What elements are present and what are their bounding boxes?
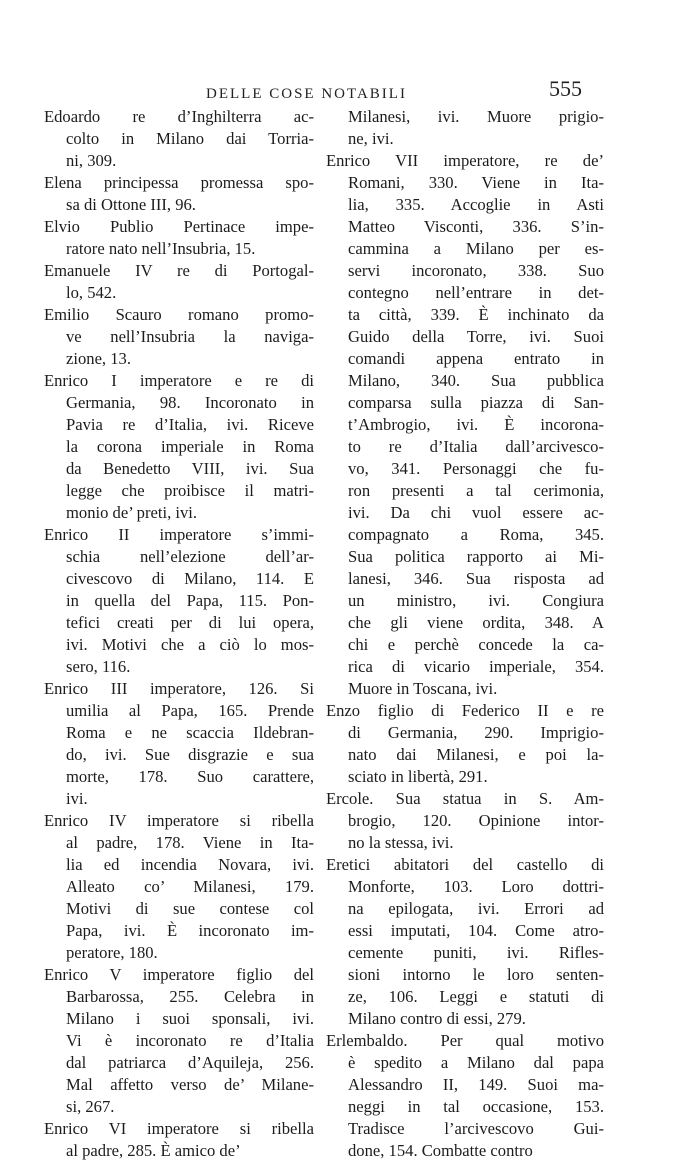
index-entry [44,106,314,172]
entry-line: Milano i suoi sponsali, ivi. [66,1009,314,1028]
entry-line: essi imputati, 104. Come atro- [348,921,604,940]
entry-line: monio de’ preti, ivi. [66,503,198,522]
entry-line: do, ivi. Sue disgrazie e sua [66,745,314,764]
entry-line: Milanesi, ivi. Muore prigio- [348,107,604,126]
entry-line: Enrico VI imperatore si ribella [44,1119,314,1138]
entry-line: cammina a Milano per es- [348,239,604,258]
running-header [140,76,590,104]
entry-line: vo, 341. Personaggi che fu- [348,459,604,478]
entry-line: colto in Milano dai Torria- [66,129,314,148]
entry-line: lia, 335. Accoglie in Asti [348,195,604,214]
right-column [326,106,604,1162]
index-entry [44,678,314,810]
entry-line: legge che proibisce il matri- [66,481,314,500]
entry-line: da Benedetto VIII, ivi. Sua [66,459,314,478]
entry-line: Enrico II imperatore s’immi- [44,525,314,544]
entry-line: Papa, ivi. È incoronato im- [66,921,314,940]
entry-line: tefici creati per di lui opera, [66,613,314,632]
entry-line: ivi. Motivi che a ciò lo mos- [66,635,314,654]
entry-line: ze, 106. Leggi e statuti di [348,987,604,1006]
entry-line: Monforte, 103. Loro dottri- [348,877,604,896]
entry-line: al padre, 178. Viene in Ita- [66,833,314,852]
entry-line: zione, 13. [66,349,131,368]
entry-line: Milano, 340. Sua pubblica [348,371,604,390]
entry-line: nato dai Milanesi, e poi la- [348,745,604,764]
entry-line: Enzo figlio di Federico II e re [326,701,604,720]
entry-line: ivi. [66,789,88,808]
entry-line: la corona imperiale in Roma [66,437,314,456]
entry-line: sero, 116. [66,657,131,676]
entry-line: cemente puniti, ivi. Rifles- [348,943,604,962]
entry-line: ni, 309. [66,151,117,170]
entry-line: Enrico VII imperatore, re de’ [326,151,604,170]
entry-line: lanesi, 346. Sua risposta ad [348,569,604,588]
entry-line: no la stessa, ivi. [348,833,454,852]
entry-line: ne, ivi. [348,129,394,148]
entry-line: compagnato a Roma, 345. [348,525,604,544]
entry-line: Motivi di sue contese col [66,899,314,918]
entry-line: Enrico I imperatore e re di [44,371,314,390]
entry-line: si, 267. [66,1097,115,1116]
index-entry [44,172,314,216]
entry-line: ivi. Da chi vuol essere ac- [348,503,604,522]
entry-line: to re d’Italia dall’arcivesco- [348,437,604,456]
entry-line: Vi è incoronato re d’Italia [66,1031,314,1050]
entry-line: Matteo Visconti, 336. S’in- [348,217,604,236]
left-column [44,106,314,1162]
entry-line: di Germania, 290. Imprigio- [348,723,604,742]
index-entry [44,370,314,524]
entry-line: peratore, 180. [66,943,158,962]
entry-line: Muore in Toscana, ivi. [348,679,498,698]
entry-line: Emilio Scauro romano promo- [44,305,314,324]
entry-line: lo, 542. [66,283,117,302]
entry-line: brogio, 120. Opinione intor- [348,811,604,830]
entry-line: Sua politica rapporto ai Mi- [348,547,604,566]
entry-line: Roma e ne scaccia Ildebran- [66,723,314,742]
entry-line: t’Ambrogio, ivi. È incorona- [348,415,604,434]
entry-line: che gli viene ordita, 348. A [348,613,604,632]
entry-line: contegno nell’entrare in det- [348,283,604,302]
entry-line: dal patriarca d’Aquileja, 256. [66,1053,314,1072]
entry-line: Eretici abitatori del castello di [326,855,604,874]
entry-line: Enrico IV imperatore si ribella [44,811,314,830]
entry-line: ta città, 339. È inchinato da [348,305,604,324]
entry-line: na epilogata, ivi. Errori ad [348,899,604,918]
entry-line: Erlembaldo. Per qual motivo [326,1031,604,1050]
entry-line: chi e perchè concede la ca- [348,635,604,654]
entry-line: Elvio Publio Pertinace impe- [44,217,314,236]
index-entry [326,1030,604,1162]
entry-line: comandi appena entrato in [348,349,604,368]
entry-line: sioni intorno le loro senten- [348,965,604,984]
index-entry [326,788,604,854]
entry-line: in quella del Papa, 115. Pon- [66,591,314,610]
entry-line: Alessandro II, 149. Suoi ma- [348,1075,604,1094]
index-entry [326,854,604,1030]
entry-line: sa di Ottone III, 96. [66,195,196,214]
entry-line: un ministro, ivi. Congiura [348,591,604,610]
index-entry [44,524,314,678]
entry-line: Pavia re d’Italia, ivi. Riceve [66,415,314,434]
entry-line: Emanuele IV re di Portogal- [44,261,314,280]
entry-line: Elena principessa promessa spo- [44,173,314,192]
entry-line: ron presenti a tal cerimonia, [348,481,604,500]
entry-line: è spedito a Milano dal papa [348,1053,604,1072]
entry-line: al padre, 285. È amico de’ [66,1141,241,1160]
index-entry [326,150,604,700]
entry-line: Barbarossa, 255. Celebra in [66,987,314,1006]
entry-line: Edoardo re d’Inghilterra ac- [44,107,314,126]
index-entry [44,260,314,304]
index-entry [326,106,604,150]
entry-line: Mal affetto verso de’ Milane- [66,1075,314,1094]
entry-line: done, 154. Combatte contro [348,1141,533,1160]
entry-line: Germania, 98. Incoronato in [66,393,314,412]
entry-line: ratore nato nell’Insubria, 15. [66,239,256,258]
entry-line: umilia al Papa, 165. Prende [66,701,314,720]
entry-line: servi incoronato, 338. Suo [348,261,604,280]
entry-line: morte, 178. Suo carattere, [66,767,314,786]
index-entry [44,964,314,1118]
entry-line: rica di vicario imperiale, 354. [348,657,604,676]
entry-line: sciato in libertà, 291. [348,767,488,786]
page-number: 555 [549,76,582,101]
entry-line: Romani, 330. Viene in Ita- [348,173,604,192]
index-entry [44,1118,314,1162]
index-entry [44,810,314,964]
entry-line: civescovo di Milano, 114. E [66,569,314,588]
entry-line: comparsa sulla piazza di San- [348,393,604,412]
index-entry [44,304,314,370]
index-entry [44,216,314,260]
entry-line: neggi in tal occasione, 153. [348,1097,604,1116]
entry-line: Enrico III imperatore, 126. Si [44,679,314,698]
entry-line: lia ed incendia Novara, ivi. [66,855,314,874]
entry-line: Guido della Torre, ivi. Suoi [348,327,604,346]
entry-line: Enrico V imperatore figlio del [44,965,314,984]
entry-line: Alleato co’ Milanesi, 179. [66,877,314,896]
index-entry [326,700,604,788]
entry-line: Milano contro di essi, 279. [348,1009,526,1028]
header-title: DELLE COSE NOTABILI [206,86,407,102]
entry-line: ve nell’Insubria la naviga- [66,327,314,346]
entry-line: Ercole. Sua statua in S. Am- [326,789,604,808]
entry-line: Tradisce l’arcivescovo Gui- [348,1119,604,1138]
entry-line: schia nell’elezione dell’ar- [66,547,314,566]
